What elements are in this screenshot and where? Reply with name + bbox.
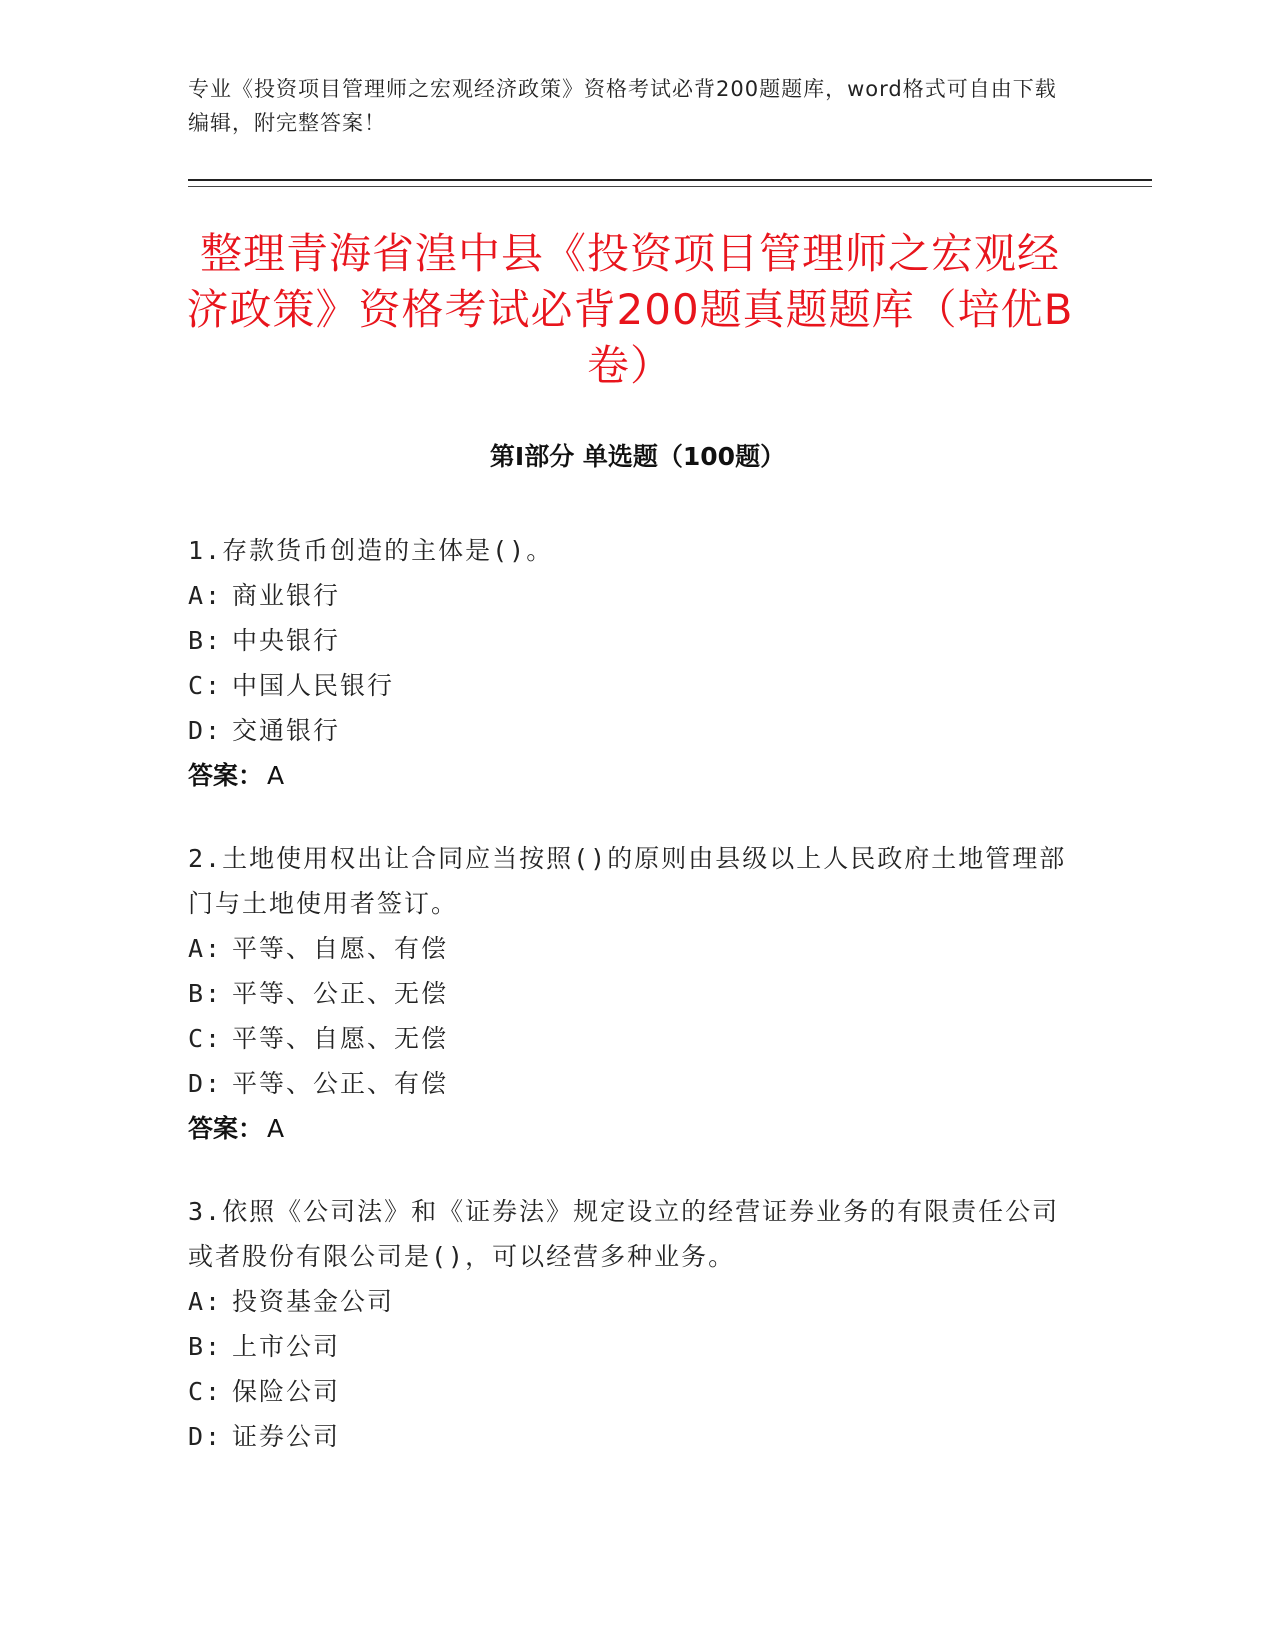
question-list — [188, 528, 1068, 1497]
option-text: 平等、自愿、有偿 — [232, 934, 449, 963]
option-letter: A: — [188, 1287, 223, 1316]
option-a — [188, 1279, 1068, 1324]
option-text: 中央银行 — [232, 626, 341, 655]
answer-value: A — [267, 761, 285, 790]
option-text: 投资基金公司 — [232, 1287, 395, 1316]
option-letter: C: — [188, 1024, 223, 1053]
section-title: 第I部分 单选题（100题） — [489, 442, 786, 471]
answer-value: A — [267, 1114, 285, 1143]
question-stem: 1.存款货币创造的主体是()。 — [188, 536, 554, 565]
option-text: 证券公司 — [232, 1422, 341, 1451]
option-text: 中国人民银行 — [232, 671, 395, 700]
option-b — [188, 618, 1068, 663]
question-3 — [188, 1189, 1068, 1459]
option-c — [188, 1016, 1068, 1061]
option-text: 保险公司 — [232, 1377, 341, 1406]
option-text: 商业银行 — [232, 581, 341, 610]
option-letter: B: — [188, 979, 223, 1008]
option-d — [188, 708, 1068, 753]
option-b — [188, 1324, 1068, 1369]
question-2 — [188, 836, 1068, 1151]
header-divider-thin — [188, 186, 1152, 187]
option-a — [188, 926, 1068, 971]
option-letter: C: — [188, 671, 223, 700]
header-divider-thick — [188, 179, 1152, 181]
option-letter: A: — [188, 934, 223, 963]
option-d — [188, 1414, 1068, 1459]
question-stem: 2.土地使用权出让合同应当按照()的原则由县级以上人民政府土地管理部门与土地使用者签订。 — [188, 844, 1067, 918]
option-letter: C: — [188, 1377, 223, 1406]
option-c — [188, 663, 1068, 708]
document-title: 整理青海省湟中县《投资项目管理师之宏观经济政策》资格考试必背200题真题题库（培优B卷） — [186, 229, 1074, 390]
answer-line — [188, 753, 1068, 798]
answer-line — [188, 1106, 1068, 1151]
option-text: 平等、公正、无偿 — [232, 979, 449, 1008]
option-letter: D: — [188, 716, 223, 745]
option-text: 平等、公正、有偿 — [232, 1069, 449, 1098]
option-d — [188, 1061, 1068, 1106]
option-letter: B: — [188, 1332, 223, 1361]
option-letter: D: — [188, 1422, 223, 1451]
option-letter: D: — [188, 1069, 223, 1098]
header-note: 专业《投资项目管理师之宏观经济政策》资格考试必背200题题库，word格式可自由下载编辑，附完整答案！ — [188, 77, 1057, 135]
question-stem: 3.依照《公司法》和《证券法》规定设立的经营证券业务的有限责任公司或者股份有限公司是()，可以经营多种业务。 — [188, 1197, 1060, 1271]
answer-label: 答案： — [188, 761, 264, 790]
option-b — [188, 971, 1068, 1016]
option-a — [188, 573, 1068, 618]
option-text: 平等、自愿、无偿 — [232, 1024, 449, 1053]
question-1 — [188, 528, 1068, 798]
option-letter: A: — [188, 581, 223, 610]
option-text: 上市公司 — [232, 1332, 341, 1361]
answer-label: 答案： — [188, 1114, 264, 1143]
option-letter: B: — [188, 626, 223, 655]
option-text: 交通银行 — [232, 716, 341, 745]
option-c — [188, 1369, 1068, 1414]
